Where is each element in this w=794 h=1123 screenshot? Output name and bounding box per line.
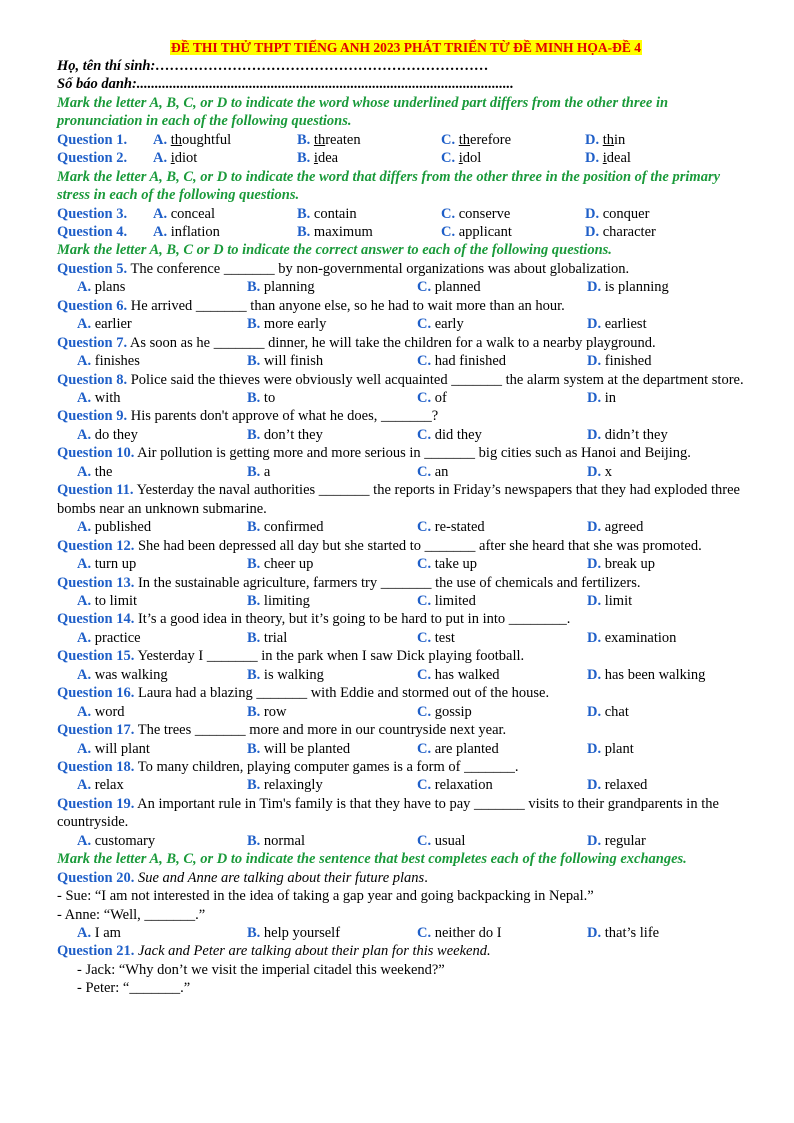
options-row [77, 555, 755, 573]
options-row [77, 703, 755, 721]
option-b[interactable]: B. relaxingly [247, 777, 323, 794]
option-c[interactable]: C. planned [417, 279, 481, 296]
question-text: The conference _______ by non-governmental organizations was about globalization. [130, 260, 630, 277]
option-c[interactable]: C. test [417, 629, 455, 646]
option-b[interactable]: B. confirmed [247, 519, 324, 536]
option-b[interactable]: B. contain [297, 205, 357, 222]
option-a[interactable]: A. will plant [77, 740, 150, 757]
question-label: Question 6. [57, 297, 128, 314]
option-d[interactable]: D. regular [587, 832, 646, 849]
option-a[interactable]: A. earlier [77, 316, 132, 333]
question-3 [57, 205, 755, 223]
question-text: As soon as he _______ dinner, he will take the children for a walk to a nearby playground. [129, 334, 656, 351]
question-stem [57, 795, 755, 832]
question-5 [57, 260, 755, 297]
option-c[interactable]: C. gossip [417, 703, 472, 720]
question-text: Air pollution is getting more and more serious in _______ big cities such as Hanoi and Beijing. [137, 445, 691, 462]
question-text: In the sustainable agriculture, farmers try _______ the use of chemicals and fertilizers. [137, 574, 641, 591]
question-label: Question 20. [57, 869, 135, 886]
question-text: Yesterday the naval authorities _______ the reports in Friday’s newspapers that they had exploded three bombs near an unknown submarine. [57, 482, 740, 517]
option-d[interactable]: D. character [585, 224, 656, 241]
option-c[interactable]: C. neither do I [417, 925, 502, 941]
option-a[interactable]: A. word [77, 703, 125, 720]
question-label: Question 13. [57, 574, 135, 591]
option-a[interactable]: A. do they [77, 426, 138, 443]
question-stem [57, 260, 755, 278]
question-text: He arrived _______ than anyone else, so he had to wait more than an hour. [130, 297, 565, 314]
option-a[interactable]: A. to limit [77, 592, 138, 609]
option-d[interactable]: D. didn’t they [587, 426, 668, 443]
question-6 [57, 297, 755, 334]
options-row [77, 629, 755, 647]
options-row [77, 518, 755, 536]
option-a[interactable]: A. I am [77, 925, 121, 941]
option-b[interactable]: B. idea [297, 150, 339, 167]
question-text: His parents don't approve of what he does, _______? [130, 408, 439, 425]
question-stem [57, 371, 755, 389]
question-8 [57, 371, 755, 408]
option-d[interactable]: D. that’s life [587, 925, 660, 941]
option-c[interactable]: C. are planted [417, 740, 499, 757]
options-row [77, 776, 755, 794]
question-7 [57, 334, 755, 371]
instruction-exchanges: Mark the letter A, B, C, or D to indicate the sentence that best completes each of the following exchanges. [57, 851, 687, 868]
question-stem [57, 537, 755, 555]
candidate-name-line: Họ, tên thí sinh:…………………………………………………………… [57, 58, 489, 74]
dialogue-line: - Sue: “I am not interested in the idea of taking a gap year and going backpacking in Nepal.” [57, 888, 594, 905]
question-label: Question 3. [57, 205, 128, 222]
option-c[interactable]: C. did they [417, 426, 482, 443]
question-9 [57, 407, 755, 444]
option-d[interactable]: D. chat [587, 703, 629, 720]
option-c[interactable]: C. therefore [441, 131, 512, 148]
option-d[interactable]: D. x [587, 463, 612, 480]
option-d[interactable]: D. ideal [585, 150, 631, 167]
option-b[interactable]: B. will finish [247, 353, 324, 370]
option-d[interactable]: D. agreed [587, 519, 644, 536]
question-label: Question 2. [57, 150, 128, 167]
option-a[interactable]: A. inflation [153, 224, 220, 241]
option-b[interactable]: B. cheer up [247, 556, 314, 573]
instruction-pronunciation: Mark the letter A, B, C, or D to indicate the word whose underlined part differs from the other three in pronunciation in each of the following questions. [57, 94, 669, 130]
question-stem [57, 758, 755, 776]
option-b[interactable]: B. is walking [247, 666, 324, 683]
option-a[interactable]: A. plans [77, 279, 126, 296]
option-b[interactable]: B. normal [247, 832, 305, 849]
option-b[interactable]: B. trial [247, 629, 288, 646]
question-label: Question 11. [57, 482, 134, 499]
option-a[interactable]: A. relax [77, 777, 124, 794]
question-stem [57, 684, 755, 702]
options-row [77, 463, 755, 481]
options-row [77, 740, 755, 758]
question-19 [57, 795, 755, 850]
option-c[interactable]: C. relaxation [417, 777, 493, 794]
question-text: The trees _______ more and more in our countryside next year. [137, 722, 507, 739]
option-c[interactable]: C. re-stated [417, 519, 485, 536]
question-stem [57, 721, 755, 739]
options-row [77, 426, 755, 444]
question-18 [57, 758, 755, 795]
question-context: Jack and Peter are talking about their plan for this weekend. [137, 943, 491, 960]
option-a[interactable]: A. customary [77, 832, 156, 849]
options-row [77, 592, 755, 610]
option-c[interactable]: C. conserve [441, 205, 511, 222]
option-c[interactable]: C. has walked [417, 666, 500, 683]
question-context: Sue and Anne are talking about their future plans [137, 869, 425, 886]
option-a[interactable]: A. was walking [77, 666, 168, 683]
question-stem [57, 481, 755, 518]
option-a[interactable]: A. the [77, 463, 113, 480]
option-c[interactable]: C. early [417, 316, 464, 333]
option-b[interactable]: B. don’t they [247, 426, 323, 443]
question-stem [57, 407, 755, 425]
question-label: Question 21. [57, 943, 135, 960]
question-stem [57, 574, 755, 592]
option-d[interactable]: D. earliest [587, 316, 647, 333]
question-text: She had been depressed all day but she started to _______ after she heard that she was promoted. [137, 537, 702, 554]
question-text: An important rule in Tim's family is that they have to pay _______ visits to their grandparents in the countryside. [57, 795, 719, 831]
options-row [77, 924, 755, 942]
option-d[interactable]: D. finished [587, 353, 652, 370]
candidate-id-line: Số báo danh:........................................................................................................ [57, 76, 514, 93]
options-row [77, 666, 755, 684]
question-label: Question 1. [57, 131, 128, 148]
option-d[interactable]: D. limit [587, 592, 633, 609]
question-label: Question 8. [57, 371, 128, 388]
option-c[interactable]: C. take up [417, 556, 478, 573]
question-label: Question 5. [57, 260, 128, 277]
question-stem [57, 610, 755, 628]
option-b[interactable]: B. limiting [247, 592, 310, 609]
option-a[interactable]: A. idiot [153, 150, 198, 167]
option-b[interactable]: B. row [247, 703, 287, 720]
question-label: Question 19. [57, 795, 135, 812]
question-11 [57, 481, 755, 536]
question-label: Question 4. [57, 224, 128, 241]
question-label: Question 17. [57, 722, 135, 739]
option-b[interactable]: B. planning [247, 279, 315, 296]
questions-list [57, 260, 755, 850]
question-text: It’s a good idea in theory, but it’s going to be hard to put in into ________. [137, 611, 571, 628]
option-a[interactable]: A. conceal [153, 205, 216, 222]
question-label: Question 10. [57, 445, 135, 462]
option-c[interactable]: C. usual [417, 832, 466, 849]
dialogue-line: - Anne: “Well, _______.” [57, 906, 206, 923]
question-label: Question 12. [57, 537, 135, 554]
question-14 [57, 610, 755, 647]
option-b[interactable]: B. to [247, 390, 276, 407]
option-a[interactable]: A. finishes [77, 353, 140, 370]
option-d[interactable]: D. thin [585, 131, 626, 148]
option-c[interactable]: C. an [417, 463, 449, 480]
option-d[interactable]: D. relaxed [587, 777, 648, 794]
exam-page [57, 38, 755, 998]
question-label: Question 14. [57, 611, 135, 628]
question-text: Laura had a blazing _______ with Eddie and stormed out of the house. [137, 685, 550, 702]
question-stem [57, 334, 755, 352]
option-b[interactable]: B. help yourself [247, 925, 341, 941]
option-a[interactable]: A. practice [77, 629, 141, 646]
option-d[interactable]: D. conquer [585, 205, 650, 222]
question-label: Question 18. [57, 758, 135, 775]
options-row [77, 389, 755, 407]
question-21 [57, 942, 755, 960]
question-label: Question 15. [57, 648, 135, 665]
option-c[interactable]: C. limited [417, 592, 476, 609]
option-d[interactable]: D. in [587, 390, 617, 407]
question-label: Question 7. [57, 334, 128, 351]
instruction-stress: Mark the letter A, B, C, or D to indicate the word that differs from the other three in the position of the primary stress in each of the following questions. [57, 168, 721, 204]
question-16 [57, 684, 755, 721]
question-text: To many children, playing computer games is a form of _______. [137, 758, 519, 775]
question-1 [57, 131, 755, 149]
option-a[interactable]: A. published [77, 519, 152, 536]
question-2 [57, 149, 755, 167]
option-b[interactable]: B. more early [247, 316, 327, 333]
option-b[interactable]: B. will be planted [247, 740, 351, 757]
exam-title: ĐỀ THI THỬ THPT TIẾNG ANH 2023 PHÁT TRIỂN TỪ ĐỀ MINH HỌA-ĐỀ 4 [171, 40, 641, 55]
option-d[interactable]: D. has been walking [587, 666, 706, 683]
option-b[interactable]: B. maximum [297, 224, 373, 241]
question-stem [57, 647, 755, 665]
option-b[interactable]: B. a [247, 463, 271, 480]
option-c[interactable]: C. of [417, 390, 447, 407]
instruction-correct-answer: Mark the letter A, B, C or D to indicate the correct answer to each of the following questions. [57, 242, 612, 259]
question-stem [57, 297, 755, 315]
question-4 [57, 223, 755, 241]
option-c[interactable]: C. had finished [417, 353, 507, 370]
question-12 [57, 537, 755, 574]
option-a[interactable]: A. turn up [77, 556, 137, 573]
question-17 [57, 721, 755, 758]
option-c[interactable]: C. idol [441, 150, 482, 167]
option-b[interactable]: B. threaten [297, 131, 361, 148]
option-d[interactable]: D. is planning [587, 279, 669, 296]
option-d[interactable]: D. examination [587, 629, 677, 646]
question-20: Question 20. Sue and Anne are talking about their future plans. [57, 869, 428, 886]
options-row [77, 832, 755, 850]
option-d[interactable]: D. break up [587, 556, 656, 573]
option-a[interactable]: A. thoughtful [153, 131, 232, 148]
question-stem [57, 444, 755, 462]
options-row [77, 278, 755, 296]
option-d[interactable]: D. plant [587, 740, 634, 757]
options-row [77, 315, 755, 333]
question-text: Yesterday I _______ in the park when I saw Dick playing football. [137, 648, 525, 665]
question-13 [57, 574, 755, 611]
question-label: Question 9. [57, 408, 128, 425]
options-row [77, 352, 755, 370]
option-a[interactable]: A. with [77, 390, 121, 407]
option-c[interactable]: C. applicant [441, 224, 512, 241]
dialogue-line: - Jack: “Why don’t we visit the imperial citadel this weekend?” [77, 961, 445, 978]
dialogue-line: - Peter: “_______.” [77, 980, 191, 997]
question-10 [57, 444, 755, 481]
question-text: Police said the thieves were obviously well acquainted _______ the alarm system at the department store. [130, 371, 744, 388]
question-label: Question 16. [57, 685, 135, 702]
question-15 [57, 647, 755, 684]
